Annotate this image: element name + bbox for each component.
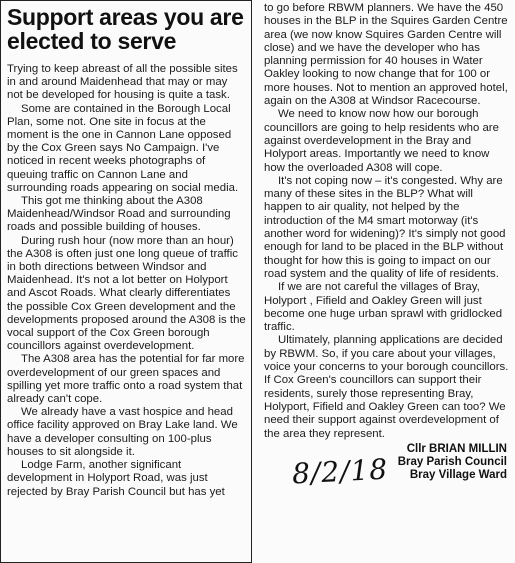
paragraph: Trying to keep abreast of all the possible sites in and around Maidenhead that may or may not be developed for housing is quite a task. [7,63,238,102]
paragraph: If we are not careful the villages of Bray, Holyport , Fifield and Oakley Green will just become one huge urban sprawl with gridlocked traffic. [264,281,503,334]
paragraph: Some are contained in the Borough Local Plan, some not. One site in focus at the moment is the one in Cannon Lane opposed by the Cox Green says No Campaign. I've noticed in recent weeks photographs of queuing traffic on Cannon Lane and surrounding roads appearing on social media. [7,102,239,194]
paragraph: It's not coping now – it's congested. Why are many of these sites in the BLP? What will happen to air quality, not helped by the introduction of the M4 smart motorway (it's another word for widening)? It's simply not good enough for land to be placed in the BLP without thought for how this is going to impact on our road system and the quality of life of residents. [264,174,506,280]
paragraph: Lodge Farm, another significant development in Holyport Road, was just rejected by Bray Parish Council but has yet [7,459,225,498]
signature-block [264,443,509,503]
signature-name: Cllr BRIAN MILLIN [406,442,507,455]
left-column [0,0,252,563]
signature-ward: Bray Village Ward [409,468,507,481]
headline: Support areas you are elected to serve [7,4,244,54]
handwritten-date: 8/2/18 [291,452,389,491]
right-column [258,0,515,563]
paragraph: During rush hour (now more than an hour) the A308 is often just one long queue of traffic in both directions between Windsor and Maidenhead. It's not a lot better on Holyport and Ascot Roads. What clearly differentiates the possible Cox Green development and the developments proposed around the A308 is the vocal support of the Cox Green borough councillors against overdevelopment. [7,234,246,353]
paragraph: to go before RBWM planners. We have the 450 houses in the BLP in the Squires Garden Centre area (we now know Squires Garden Centre will close) and we have the developer who has planning permission for 40 houses in Water Oakley looking to now change that for 100 or more houses. Not to mention an approved hotel, again on the A308 at Windsor Racecourse. [264,2,508,108]
paragraph: Ultimately, planning applications are decided by RBWM. So, if you care about your villages, voice your concerns to your borough councillors. If Cox Green's councillors can support their residents, surely those representing Bray, Holyport, Fifield and Oakley Green can too? We need their support against overdevelopment of the area they represent. [264,334,509,440]
paragraph: We already have a vast hospice and head office facility approved on Bray Lake land. We have a developer consulting on 100-plus houses to sit alongside it. [7,406,238,458]
signature [398,443,507,482]
paragraph: The A308 area has the potential for far more overdevelopment of our green spaces and spilling yet more traffic onto a road system that already can't cope. [7,353,245,406]
paragraph: We need to know now how our borough councillors are going to help residents who are against overdevelopment in the Bray and Holyport areas. Importantly we need to know how the overloaded A308 will cope. [264,108,499,174]
signature-role: Bray Parish Council [397,455,507,468]
paragraph: This got me thinking about the A308 Maidenhead/Windsor Road and surrounding roads and possible building of houses. [7,195,231,234]
